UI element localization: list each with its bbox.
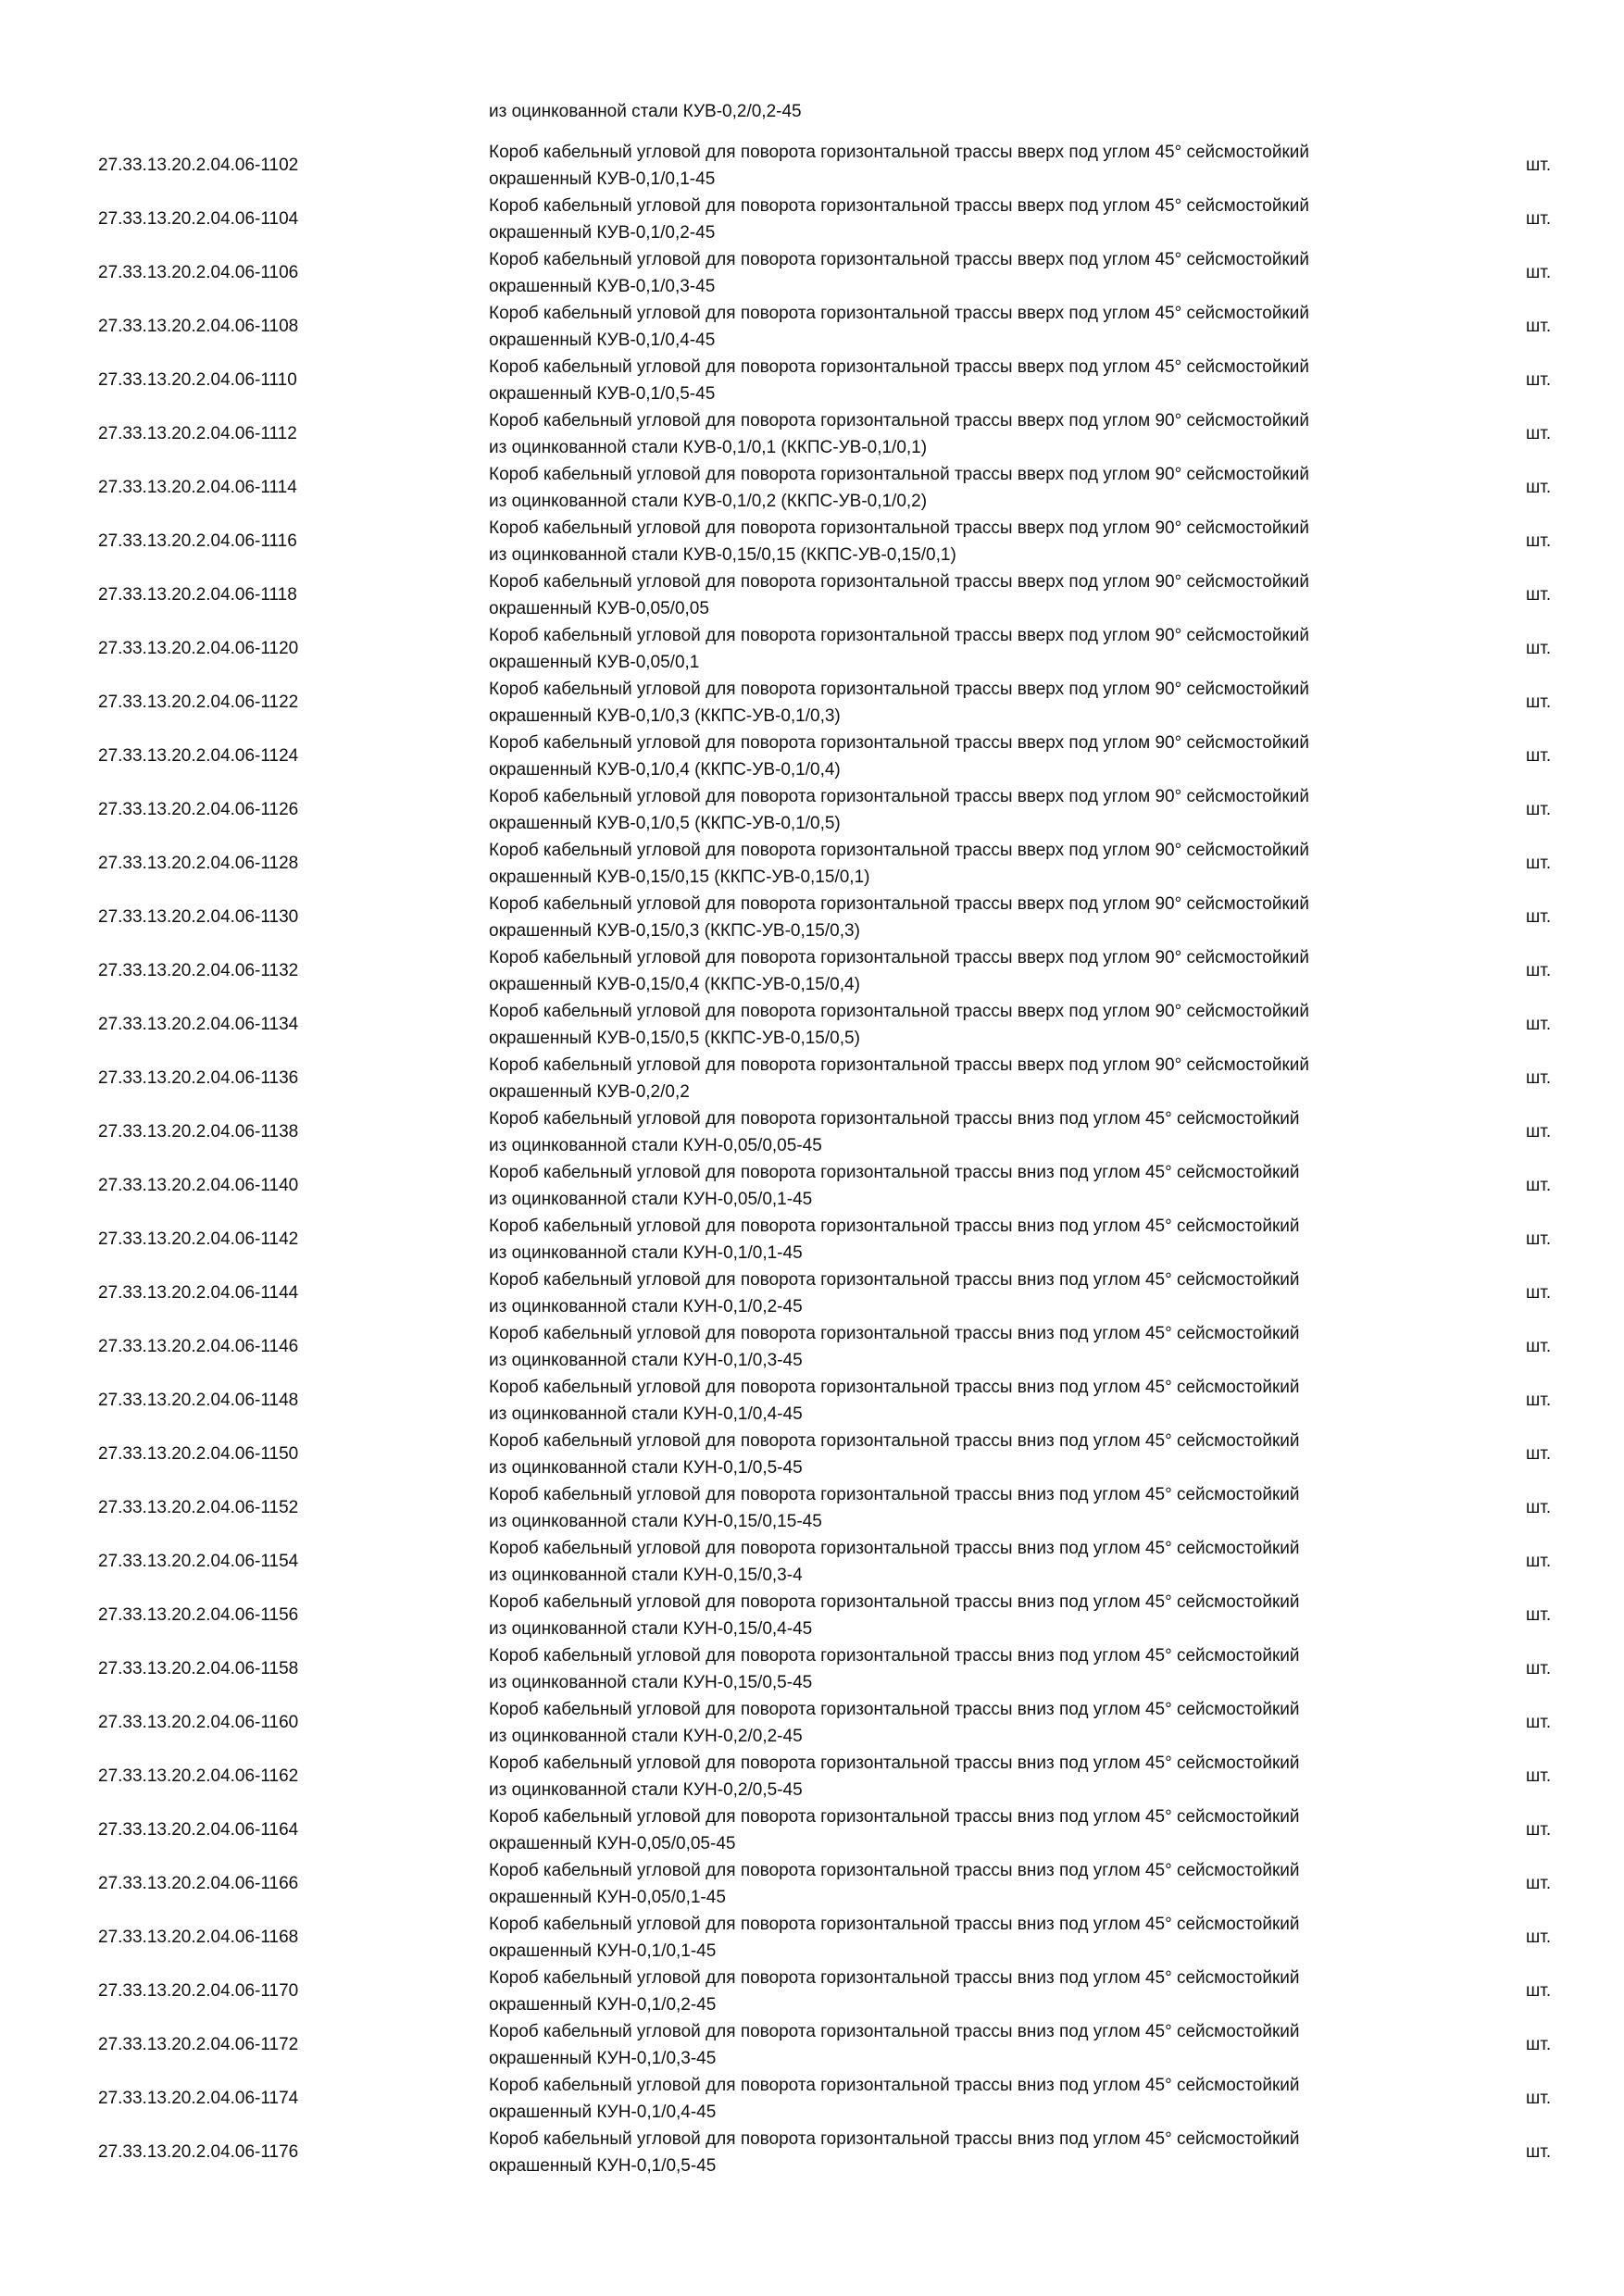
table-row <box>0 1857 1624 1911</box>
item-description-line-1: Короб кабельный угловой для поворота горизонтальной трассы вниз под углом 45° сейсмостойкий <box>489 1915 1300 1934</box>
item-code: 27.33.13.20.2.04.06-1158 <box>98 1659 299 1678</box>
table-row <box>0 730 1624 783</box>
item-description-line-1: Короб кабельный угловой для поворота горизонтальной трассы вниз под углом 45° сейсмостойкий <box>489 2129 1300 2149</box>
item-description-line-1: Короб кабельный угловой для поворота горизонтальной трассы вверх под углом 45° сейсмостойкий <box>489 143 1309 162</box>
table-row <box>0 461 1624 515</box>
item-unit: шт. <box>1526 1766 1552 1786</box>
item-description <box>489 2126 1526 2179</box>
item-unit: шт. <box>1526 1928 1552 1947</box>
item-code: 27.33.13.20.2.04.06-1106 <box>98 263 299 282</box>
item-description-line-2: из оцинкованной стали КУН-0,1/0,5-45 <box>489 1458 803 1478</box>
item-unit: шт. <box>1526 317 1552 336</box>
catalog-table <box>0 139 1624 2179</box>
item-code: 27.33.13.20.2.04.06-1144 <box>98 1283 299 1303</box>
item-description <box>489 139 1526 193</box>
item-unit: шт. <box>1526 263 1552 282</box>
table-row <box>0 2072 1624 2126</box>
item-description-line-1: Короб кабельный угловой для поворота горизонтальной трассы вниз под углом 45° сейсмостойкий <box>489 1217 1300 1236</box>
item-description-line-1: Короб кабельный угловой для поворота горизонтальной трассы вверх под углом 90° сейсмостойкий <box>489 787 1309 806</box>
item-description <box>489 354 1526 407</box>
item-description-line-2: из оцинкованной стали КУН-0,15/0,4-45 <box>489 1619 813 1639</box>
item-description-line-1: Короб кабельный угловой для поворота горизонтальной трассы вниз под углом 45° сейсмостойкий <box>489 1485 1300 1504</box>
item-description <box>489 783 1526 837</box>
item-description-line-2: окрашенный КУВ-0,05/0,1 <box>489 653 700 672</box>
item-description-line-2: окрашенный КУВ-0,15/0,4 (ККПС-УВ-0,15/0,4) <box>489 975 860 994</box>
item-description-line-1: Короб кабельный угловой для поворота горизонтальной трассы вниз под углом 45° сейсмостойкий <box>489 1592 1300 1612</box>
item-description <box>489 1052 1526 1105</box>
item-code: 27.33.13.20.2.04.06-1156 <box>98 1605 299 1625</box>
table-row <box>0 2126 1624 2179</box>
item-description-line-1: Короб кабельный угловой для поворота горизонтальной трассы вниз под углом 45° сейсмостойкий <box>489 1700 1300 1719</box>
table-row <box>0 783 1624 837</box>
table-row <box>0 1159 1624 1213</box>
item-description <box>489 1642 1526 1696</box>
table-row <box>0 1535 1624 1589</box>
item-description-line-2: окрашенный КУВ-0,1/0,5-45 <box>489 384 716 404</box>
item-unit: шт. <box>1526 1337 1552 1356</box>
item-unit: шт. <box>1526 531 1552 551</box>
table-row <box>0 2018 1624 2072</box>
item-description <box>489 1213 1526 1267</box>
item-description-line-2: из оцинкованной стали КУН-0,2/0,5-45 <box>489 1780 803 1800</box>
item-description-line-2: окрашенный КУН-0,1/0,5-45 <box>489 2156 717 2176</box>
table-row <box>0 676 1624 730</box>
item-description-line-2: окрашенный КУВ-0,1/0,4 (ККПС-УВ-0,1/0,4) <box>489 760 841 780</box>
item-description-line-1: Короб кабельный угловой для поворота горизонтальной трассы вверх под углом 90° сейсмостойкий <box>489 411 1309 430</box>
item-description-line-2: из оцинкованной стали КУВ-0,1/0,2 (ККПС-УВ-0,1/0,2) <box>489 492 928 511</box>
item-description-line-1: Короб кабельный угловой для поворота горизонтальной трассы вверх под углом 90° сейсмостойкий <box>489 1055 1309 1075</box>
item-description <box>489 1481 1526 1535</box>
item-description-line-1: Короб кабельный угловой для поворота горизонтальной трассы вверх под углом 90° сейсмостойкий <box>489 733 1309 753</box>
table-row <box>0 1374 1624 1428</box>
item-description-line-2: из оцинкованной стали КУВ-0,15/0,15 (ККПС-УВ-0,15/0,1) <box>489 545 956 565</box>
item-unit: шт. <box>1526 1068 1552 1088</box>
item-code: 27.33.13.20.2.04.06-1110 <box>98 370 297 390</box>
table-row <box>0 998 1624 1052</box>
item-description <box>489 1267 1526 1320</box>
item-unit: шт. <box>1526 585 1552 605</box>
item-unit: шт. <box>1526 370 1552 390</box>
item-code: 27.33.13.20.2.04.06-1136 <box>98 1068 299 1088</box>
item-unit: шт. <box>1526 1444 1552 1464</box>
item-code: 27.33.13.20.2.04.06-1138 <box>98 1122 299 1142</box>
item-description-line-2: окрашенный КУВ-0,1/0,3-45 <box>489 277 716 296</box>
item-description-line-2: окрашенный КУВ-0,1/0,1-45 <box>489 169 716 189</box>
table-row <box>0 622 1624 676</box>
item-description <box>489 730 1526 783</box>
table-row <box>0 1965 1624 2018</box>
item-description-line-2: из оцинкованной стали КУН-0,05/0,1-45 <box>489 1190 813 1209</box>
item-description-line-2: окрашенный КУВ-0,1/0,4-45 <box>489 331 716 350</box>
item-code: 27.33.13.20.2.04.06-1122 <box>98 693 299 712</box>
item-description-line-1: Короб кабельный угловой для поворота горизонтальной трассы вниз под углом 45° сейсмостойкий <box>489 2022 1300 2041</box>
item-unit: шт. <box>1526 156 1552 175</box>
item-code: 27.33.13.20.2.04.06-1128 <box>98 854 299 873</box>
table-row <box>0 1803 1624 1857</box>
item-description <box>489 676 1526 730</box>
item-description <box>489 1803 1526 1857</box>
item-description-line-1: Короб кабельный угловой для поворота горизонтальной трассы вниз под углом 45° сейсмостойкий <box>489 1324 1300 1343</box>
item-description <box>489 1696 1526 1750</box>
item-unit: шт. <box>1526 1176 1552 1195</box>
item-description <box>489 1965 1526 2018</box>
item-description-line-2: из оцинкованной стали КУН-0,1/0,2-45 <box>489 1297 803 1316</box>
table-row <box>0 407 1624 461</box>
item-description-line-2: окрашенный КУН-0,1/0,4-45 <box>489 2103 717 2122</box>
item-unit: шт. <box>1526 1605 1552 1625</box>
item-description <box>489 1105 1526 1159</box>
table-row <box>0 515 1624 568</box>
item-unit: шт. <box>1526 1498 1552 1517</box>
continuation-text: из оцинкованной стали КУВ-0,2/0,2-45 <box>489 102 802 121</box>
table-row <box>0 300 1624 354</box>
item-description <box>489 1857 1526 1911</box>
item-description <box>489 891 1526 944</box>
item-code: 27.33.13.20.2.04.06-1142 <box>98 1229 299 1249</box>
item-description-line-1: Короб кабельный угловой для поворота горизонтальной трассы вниз под углом 45° сейсмостойкий <box>489 1431 1300 1451</box>
item-code: 27.33.13.20.2.04.06-1148 <box>98 1391 299 1410</box>
item-unit: шт. <box>1526 1874 1552 1893</box>
table-row <box>0 1696 1624 1750</box>
item-description-line-1: Короб кабельный угловой для поворота горизонтальной трассы вниз под углом 45° сейсмостойкий <box>489 1163 1300 1182</box>
item-description <box>489 1428 1526 1481</box>
item-code: 27.33.13.20.2.04.06-1164 <box>98 1820 299 1840</box>
item-description-line-2: из оцинкованной стали КУН-0,05/0,05-45 <box>489 1136 822 1155</box>
item-unit: шт. <box>1526 2089 1552 2108</box>
item-description <box>489 944 1526 998</box>
item-code: 27.33.13.20.2.04.06-1108 <box>98 317 299 336</box>
item-code: 27.33.13.20.2.04.06-1124 <box>98 746 299 766</box>
item-description-line-1: Короб кабельный угловой для поворота горизонтальной трассы вверх под углом 90° сейсмостойкий <box>489 572 1309 592</box>
item-description-line-2: из оцинкованной стали КУН-0,15/0,15-45 <box>489 1512 822 1531</box>
table-row <box>0 193 1624 246</box>
item-code: 27.33.13.20.2.04.06-1132 <box>98 961 299 980</box>
item-description-line-2: окрашенный КУВ-0,2/0,2 <box>489 1082 690 1102</box>
item-unit: шт. <box>1526 1015 1552 1034</box>
table-row <box>0 1052 1624 1105</box>
item-unit: шт. <box>1526 1659 1552 1678</box>
item-unit: шт. <box>1526 639 1552 658</box>
item-description-line-1: Короб кабельный угловой для поворота горизонтальной трассы вверх под углом 45° сейсмостойкий <box>489 196 1309 216</box>
item-description <box>489 193 1526 246</box>
item-description-line-1: Короб кабельный угловой для поворота горизонтальной трассы вниз под углом 45° сейсмостойкий <box>489 1861 1300 1880</box>
item-description <box>489 837 1526 891</box>
item-description <box>489 461 1526 515</box>
item-description <box>489 1911 1526 1965</box>
item-unit: шт. <box>1526 478 1552 497</box>
item-description-line-1: Короб кабельный угловой для поворота горизонтальной трассы вверх под углом 90° сейсмостойкий <box>489 465 1309 484</box>
table-row <box>0 246 1624 300</box>
table-row <box>0 944 1624 998</box>
item-code: 27.33.13.20.2.04.06-1126 <box>98 800 299 819</box>
table-row <box>0 1642 1624 1696</box>
item-unit: шт. <box>1526 1713 1552 1732</box>
item-code: 27.33.13.20.2.04.06-1116 <box>98 531 297 551</box>
item-description-line-2: окрашенный КУН-0,1/0,2-45 <box>489 1995 717 2015</box>
table-row <box>0 891 1624 944</box>
item-description-line-1: Короб кабельный угловой для поворота горизонтальной трассы вниз под углом 45° сейсмостойкий <box>489 1968 1300 1988</box>
item-description-line-1: Короб кабельный угловой для поворота горизонтальной трассы вверх под углом 45° сейсмостойкий <box>489 304 1309 323</box>
item-code: 27.33.13.20.2.04.06-1118 <box>98 585 297 605</box>
item-unit: шт. <box>1526 961 1552 980</box>
item-description <box>489 1589 1526 1642</box>
item-unit: шт. <box>1526 2035 1552 2054</box>
item-unit: шт. <box>1526 1552 1552 1571</box>
item-description-line-1: Короб кабельный угловой для поворота горизонтальной трассы вверх под углом 90° сейсмостойкий <box>489 680 1309 699</box>
item-description-line-2: из оцинкованной стали КУН-0,15/0,3-4 <box>489 1566 803 1585</box>
item-description-line-2: из оцинкованной стали КУН-0,2/0,2-45 <box>489 1727 803 1746</box>
item-code: 27.33.13.20.2.04.06-1162 <box>98 1766 299 1786</box>
item-description-line-2: из оцинкованной стали КУВ-0,1/0,1 (ККПС-УВ-0,1/0,1) <box>489 438 928 457</box>
item-description <box>489 1159 1526 1213</box>
table-row <box>0 1911 1624 1965</box>
item-description-line-1: Короб кабельный угловой для поворота горизонтальной трассы вниз под углом 45° сейсмостойкий <box>489 1378 1300 1397</box>
item-unit: шт. <box>1526 800 1552 819</box>
item-description <box>489 407 1526 461</box>
item-description <box>489 1750 1526 1803</box>
item-code: 27.33.13.20.2.04.06-1130 <box>98 907 299 927</box>
table-row <box>0 1213 1624 1267</box>
item-description-line-1: Короб кабельный угловой для поворота горизонтальной трассы вверх под углом 90° сейсмостойкий <box>489 894 1309 914</box>
table-row <box>0 568 1624 622</box>
item-description-line-2: окрашенный КУВ-0,15/0,5 (ККПС-УВ-0,15/0,5) <box>489 1029 860 1048</box>
table-row <box>0 1589 1624 1642</box>
item-description-line-2: из оцинкованной стали КУН-0,1/0,4-45 <box>489 1404 803 1424</box>
item-description-line-1: Короб кабельный угловой для поворота горизонтальной трассы вверх под углом 90° сейсмостойкий <box>489 518 1309 538</box>
item-code: 27.33.13.20.2.04.06-1176 <box>98 2142 299 2162</box>
item-code: 27.33.13.20.2.04.06-1114 <box>98 478 297 497</box>
item-code: 27.33.13.20.2.04.06-1154 <box>98 1552 299 1571</box>
item-code: 27.33.13.20.2.04.06-1140 <box>98 1176 299 1195</box>
item-description-line-2: окрашенный КУВ-0,05/0,05 <box>489 599 709 618</box>
item-unit: шт. <box>1526 907 1552 927</box>
item-description <box>489 1535 1526 1589</box>
item-description-line-2: окрашенный КУВ-0,15/0,15 (ККПС-УВ-0,15/0,1) <box>489 867 870 887</box>
item-unit: шт. <box>1526 854 1552 873</box>
item-description-line-1: Короб кабельный угловой для поворота горизонтальной трассы вниз под углом 45° сейсмостойкий <box>489 2076 1300 2095</box>
item-description-line-2: окрашенный КУВ-0,15/0,3 (ККПС-УВ-0,15/0,3) <box>489 921 860 941</box>
item-description-line-2: окрашенный КУН-0,05/0,05-45 <box>489 1834 736 1853</box>
item-code: 27.33.13.20.2.04.06-1174 <box>98 2089 299 2108</box>
table-row <box>0 1267 1624 1320</box>
item-unit: шт. <box>1526 209 1552 229</box>
item-description <box>489 1320 1526 1374</box>
item-unit: шт. <box>1526 1229 1552 1249</box>
item-description <box>489 1374 1526 1428</box>
item-description-line-1: Короб кабельный угловой для поворота горизонтальной трассы вверх под углом 45° сейсмостойкий <box>489 250 1309 269</box>
item-description-line-1: Короб кабельный угловой для поворота горизонтальной трассы вниз под углом 45° сейсмостойкий <box>489 1109 1300 1129</box>
item-description-line-2: из оцинкованной стали КУН-0,1/0,1-45 <box>489 1243 803 1263</box>
item-unit: шт. <box>1526 746 1552 766</box>
item-description-line-2: окрашенный КУН-0,1/0,3-45 <box>489 2049 717 2068</box>
item-description-line-2: из оцинкованной стали КУН-0,1/0,3-45 <box>489 1351 803 1370</box>
item-code: 27.33.13.20.2.04.06-1150 <box>98 1444 299 1464</box>
item-code: 27.33.13.20.2.04.06-1160 <box>98 1713 299 1732</box>
table-row <box>0 139 1624 193</box>
item-description <box>489 2072 1526 2126</box>
item-description-line-1: Короб кабельный угловой для поворота горизонтальной трассы вниз под углом 45° сейсмостойкий <box>489 1753 1300 1773</box>
item-description <box>489 246 1526 300</box>
item-code: 27.33.13.20.2.04.06-1104 <box>98 209 299 229</box>
item-description <box>489 515 1526 568</box>
table-row <box>0 1481 1624 1535</box>
item-description-line-2: из оцинкованной стали КУН-0,15/0,5-45 <box>489 1673 813 1692</box>
item-description-line-2: окрашенный КУН-0,1/0,1-45 <box>489 1941 717 1961</box>
item-description-line-1: Короб кабельный угловой для поворота горизонтальной трассы вверх под углом 45° сейсмостойкий <box>489 357 1309 377</box>
item-description <box>489 998 1526 1052</box>
item-description-line-1: Короб кабельный угловой для поворота горизонтальной трассы вверх под углом 90° сейсмостойкий <box>489 1002 1309 1021</box>
item-code: 27.33.13.20.2.04.06-1134 <box>98 1015 299 1034</box>
item-code: 27.33.13.20.2.04.06-1166 <box>98 1874 299 1893</box>
item-code: 27.33.13.20.2.04.06-1170 <box>98 1981 299 2001</box>
item-description-line-1: Короб кабельный угловой для поворота горизонтальной трассы вниз под углом 45° сейсмостойкий <box>489 1646 1300 1666</box>
item-code: 27.33.13.20.2.04.06-1168 <box>98 1928 299 1947</box>
item-unit: шт. <box>1526 1122 1552 1142</box>
table-row <box>0 1320 1624 1374</box>
item-unit: шт. <box>1526 1391 1552 1410</box>
item-description <box>489 622 1526 676</box>
item-unit: шт. <box>1526 424 1552 443</box>
item-description-line-2: окрашенный КУН-0,05/0,1-45 <box>489 1888 726 1907</box>
table-row <box>0 837 1624 891</box>
table-row <box>0 354 1624 407</box>
item-unit: шт. <box>1526 1283 1552 1303</box>
item-description <box>489 2018 1526 2072</box>
item-description-line-2: окрашенный КУВ-0,1/0,5 (ККПС-УВ-0,1/0,5) <box>489 814 841 833</box>
item-description-line-1: Короб кабельный угловой для поворота горизонтальной трассы вверх под углом 90° сейсмостойкий <box>489 626 1309 645</box>
item-description-line-1: Короб кабельный угловой для поворота горизонтальной трассы вниз под углом 45° сейсмостойкий <box>489 1807 1300 1827</box>
item-description-line-2: окрашенный КУВ-0,1/0,2-45 <box>489 223 716 243</box>
item-unit: шт. <box>1526 2142 1552 2162</box>
item-description-line-2: окрашенный КУВ-0,1/0,3 (ККПС-УВ-0,1/0,3) <box>489 706 841 726</box>
item-description <box>489 568 1526 622</box>
item-description-line-1: Короб кабельный угловой для поворота горизонтальной трассы вверх под углом 90° сейсмостойкий <box>489 948 1309 967</box>
table-row <box>0 1750 1624 1803</box>
item-code: 27.33.13.20.2.04.06-1172 <box>98 2035 299 2054</box>
item-code: 27.33.13.20.2.04.06-1120 <box>98 639 299 658</box>
item-unit: шт. <box>1526 1820 1552 1840</box>
table-row <box>0 1105 1624 1159</box>
item-code: 27.33.13.20.2.04.06-1112 <box>98 424 297 443</box>
item-description-line-1: Короб кабельный угловой для поворота горизонтальной трассы вниз под углом 45° сейсмостойкий <box>489 1270 1300 1290</box>
item-unit: шт. <box>1526 1981 1552 2001</box>
item-description-line-1: Короб кабельный угловой для поворота горизонтальной трассы вниз под углом 45° сейсмостойкий <box>489 1539 1300 1558</box>
item-code: 27.33.13.20.2.04.06-1102 <box>98 156 299 175</box>
item-description-line-1: Короб кабельный угловой для поворота горизонтальной трассы вверх под углом 90° сейсмостойкий <box>489 841 1309 860</box>
table-row <box>0 1428 1624 1481</box>
item-code: 27.33.13.20.2.04.06-1152 <box>98 1498 299 1517</box>
item-code: 27.33.13.20.2.04.06-1146 <box>98 1337 299 1356</box>
catalog-table-body <box>0 139 1624 2179</box>
item-unit: шт. <box>1526 693 1552 712</box>
item-description <box>489 300 1526 354</box>
